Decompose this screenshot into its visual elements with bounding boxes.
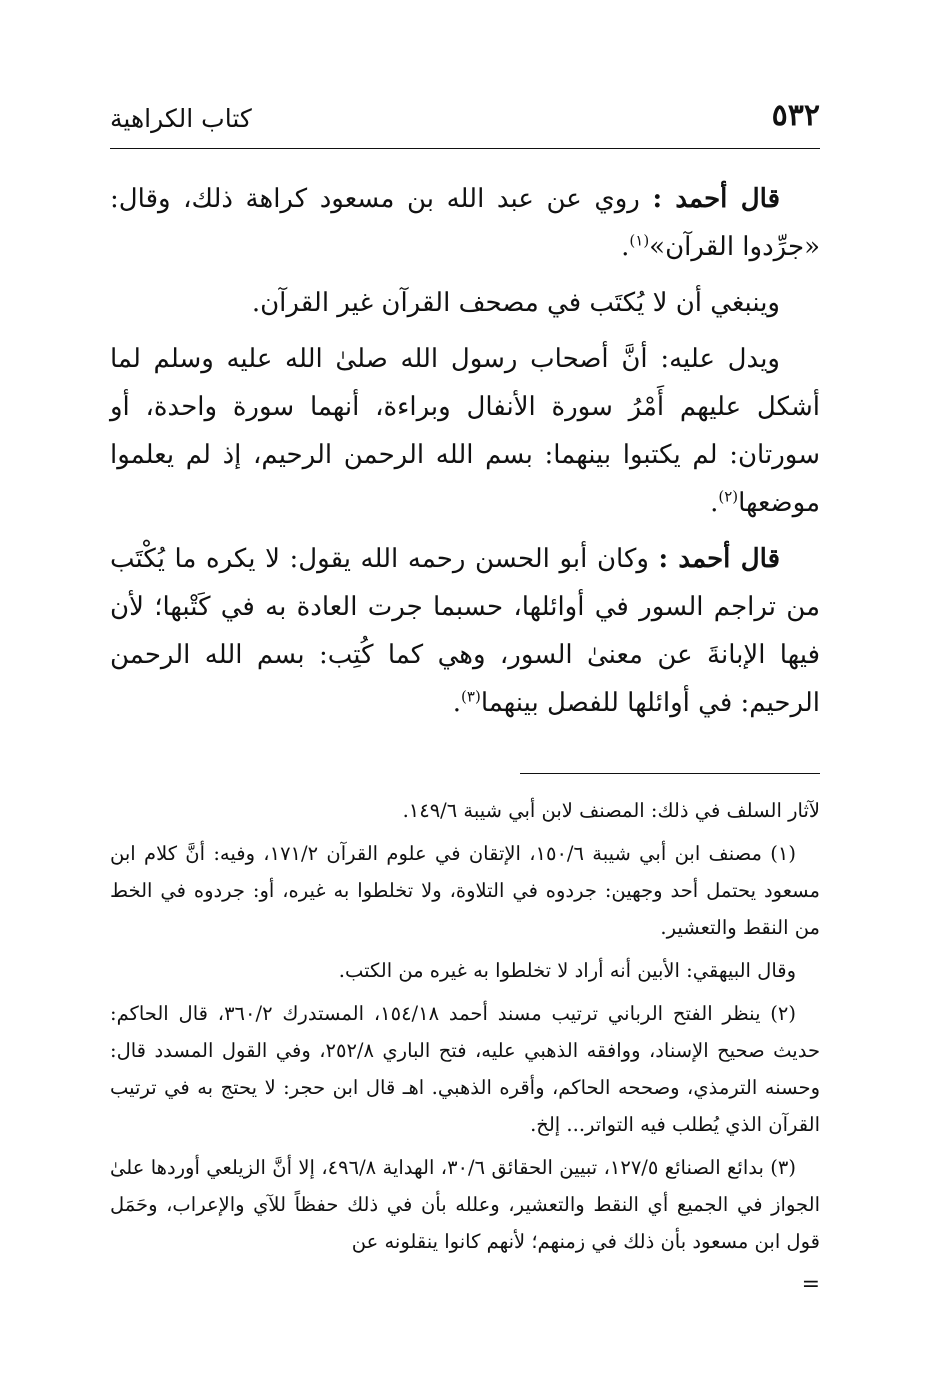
footnote-1-note: وقال البيهقي: الأبين أنه أراد لا تخلطوا به غيره من الكتب. bbox=[338, 959, 796, 982]
footnote-3: (٣) بدائع الصنائع ١٢٧/٥، تبيين الحقائق ٣٠/٦، الهداية ٤٩٦/٨، إلا أنَّ الزيلعي أوردها علىٰ الجواز في الجميع أي النقط والتعشير، وعلله بأن في ذلك حفظاً للآي والإعراب، وحَمَل قول ابن مسعود بأن ذلك في زمنهم؛ لأنهم كانوا ينقلونه عن bbox=[110, 1156, 820, 1253]
main-text bbox=[110, 175, 820, 727]
paragraph-2: وينبغي أن لا يُكتَب في مصحف القرآن غير القرآن. bbox=[251, 288, 780, 318]
page-header bbox=[110, 70, 820, 149]
paragraph-text: ويدل عليه: أنَّ أصحاب رسول الله صلىٰ الله عليه وسلم لما أشكل عليهم أَمْرُ سورة الأنفال وبراءة، أنهما سورة واحدة، أو سورتان: لم يكتبوا بينهما: بسم الله الرحمن الرحيم، إذ لم يعلموا موضعها bbox=[110, 344, 820, 518]
footnotes bbox=[110, 792, 820, 1303]
paragraph-text: وكان أبو الحسن رحمه الله يقول: لا يكره ما يُكْتَب من تراجم السور في أوائلها، حسبما جرت العادة به في كَتْبها؛ لأن فيها الإبانةَ عن معنىٰ السور، وهي كما كُتِب: بسم الله الرحمن الرحيم: في أوائلها للفصل بينهما bbox=[110, 544, 820, 718]
footnote-2: (٢) ينظر الفتح الرباني ترتيب مسند أحمد ١٥٤/١٨، المستدرك ٣٦٠/٢، قال الحاكم: حديث صحيح الإسناد، ووافقه الذهبي عليه، فتح الباري ٢٥٢/٨، وفي القول المسدد قال: وحسنه الترمذي، وصححه الحاكم، وأقره الذهبي. اهـ قال ابن حجر: لا يحتج به في ترتيب القرآن الذي يُطلب فيه التواتر... إلخ. bbox=[110, 1002, 820, 1136]
footnote-ref: (٢) bbox=[718, 487, 739, 506]
book-page bbox=[110, 70, 820, 1303]
footnote-separator bbox=[520, 773, 820, 774]
continuation-mark: = bbox=[801, 1272, 820, 1297]
footnote-ref: (٣) bbox=[461, 687, 481, 706]
paragraph-end: . bbox=[621, 232, 630, 262]
footnote-ref: (١) bbox=[629, 231, 650, 250]
paragraph-4 bbox=[110, 535, 820, 727]
paragraph-1 bbox=[110, 175, 820, 271]
paragraph-3 bbox=[110, 335, 820, 527]
footnote-continuation: لآثار السلف في ذلك: المصنف لابن أبي شيبة ١٤٩/٦. bbox=[402, 799, 820, 822]
footnote-1: (١) مصنف ابن أبي شيبة ١٥٠/٦، الإتقان في علوم القرآن ١٧١/٢، وفيه: أنَّ كلام ابن مسعود يحتمل أحد وجهين: جردوه في التلاوة، ولا تخلطوا به غيره، أو: جردوه في الخط من النقط والتعشير. bbox=[110, 842, 820, 939]
paragraph-end: . bbox=[710, 488, 719, 518]
speaker-label: قال أحمد : bbox=[652, 184, 781, 214]
paragraph-text: روي عن عبد الله بن مسعود كراهة ذلك، وقال: «جرِّدوا القرآن» bbox=[110, 184, 820, 262]
speaker-label: قال أحمد : bbox=[658, 544, 781, 574]
page-number: ٥٣٢ bbox=[771, 98, 820, 133]
running-title: كتاب الكراهية bbox=[110, 104, 252, 133]
paragraph-end: . bbox=[452, 688, 462, 718]
